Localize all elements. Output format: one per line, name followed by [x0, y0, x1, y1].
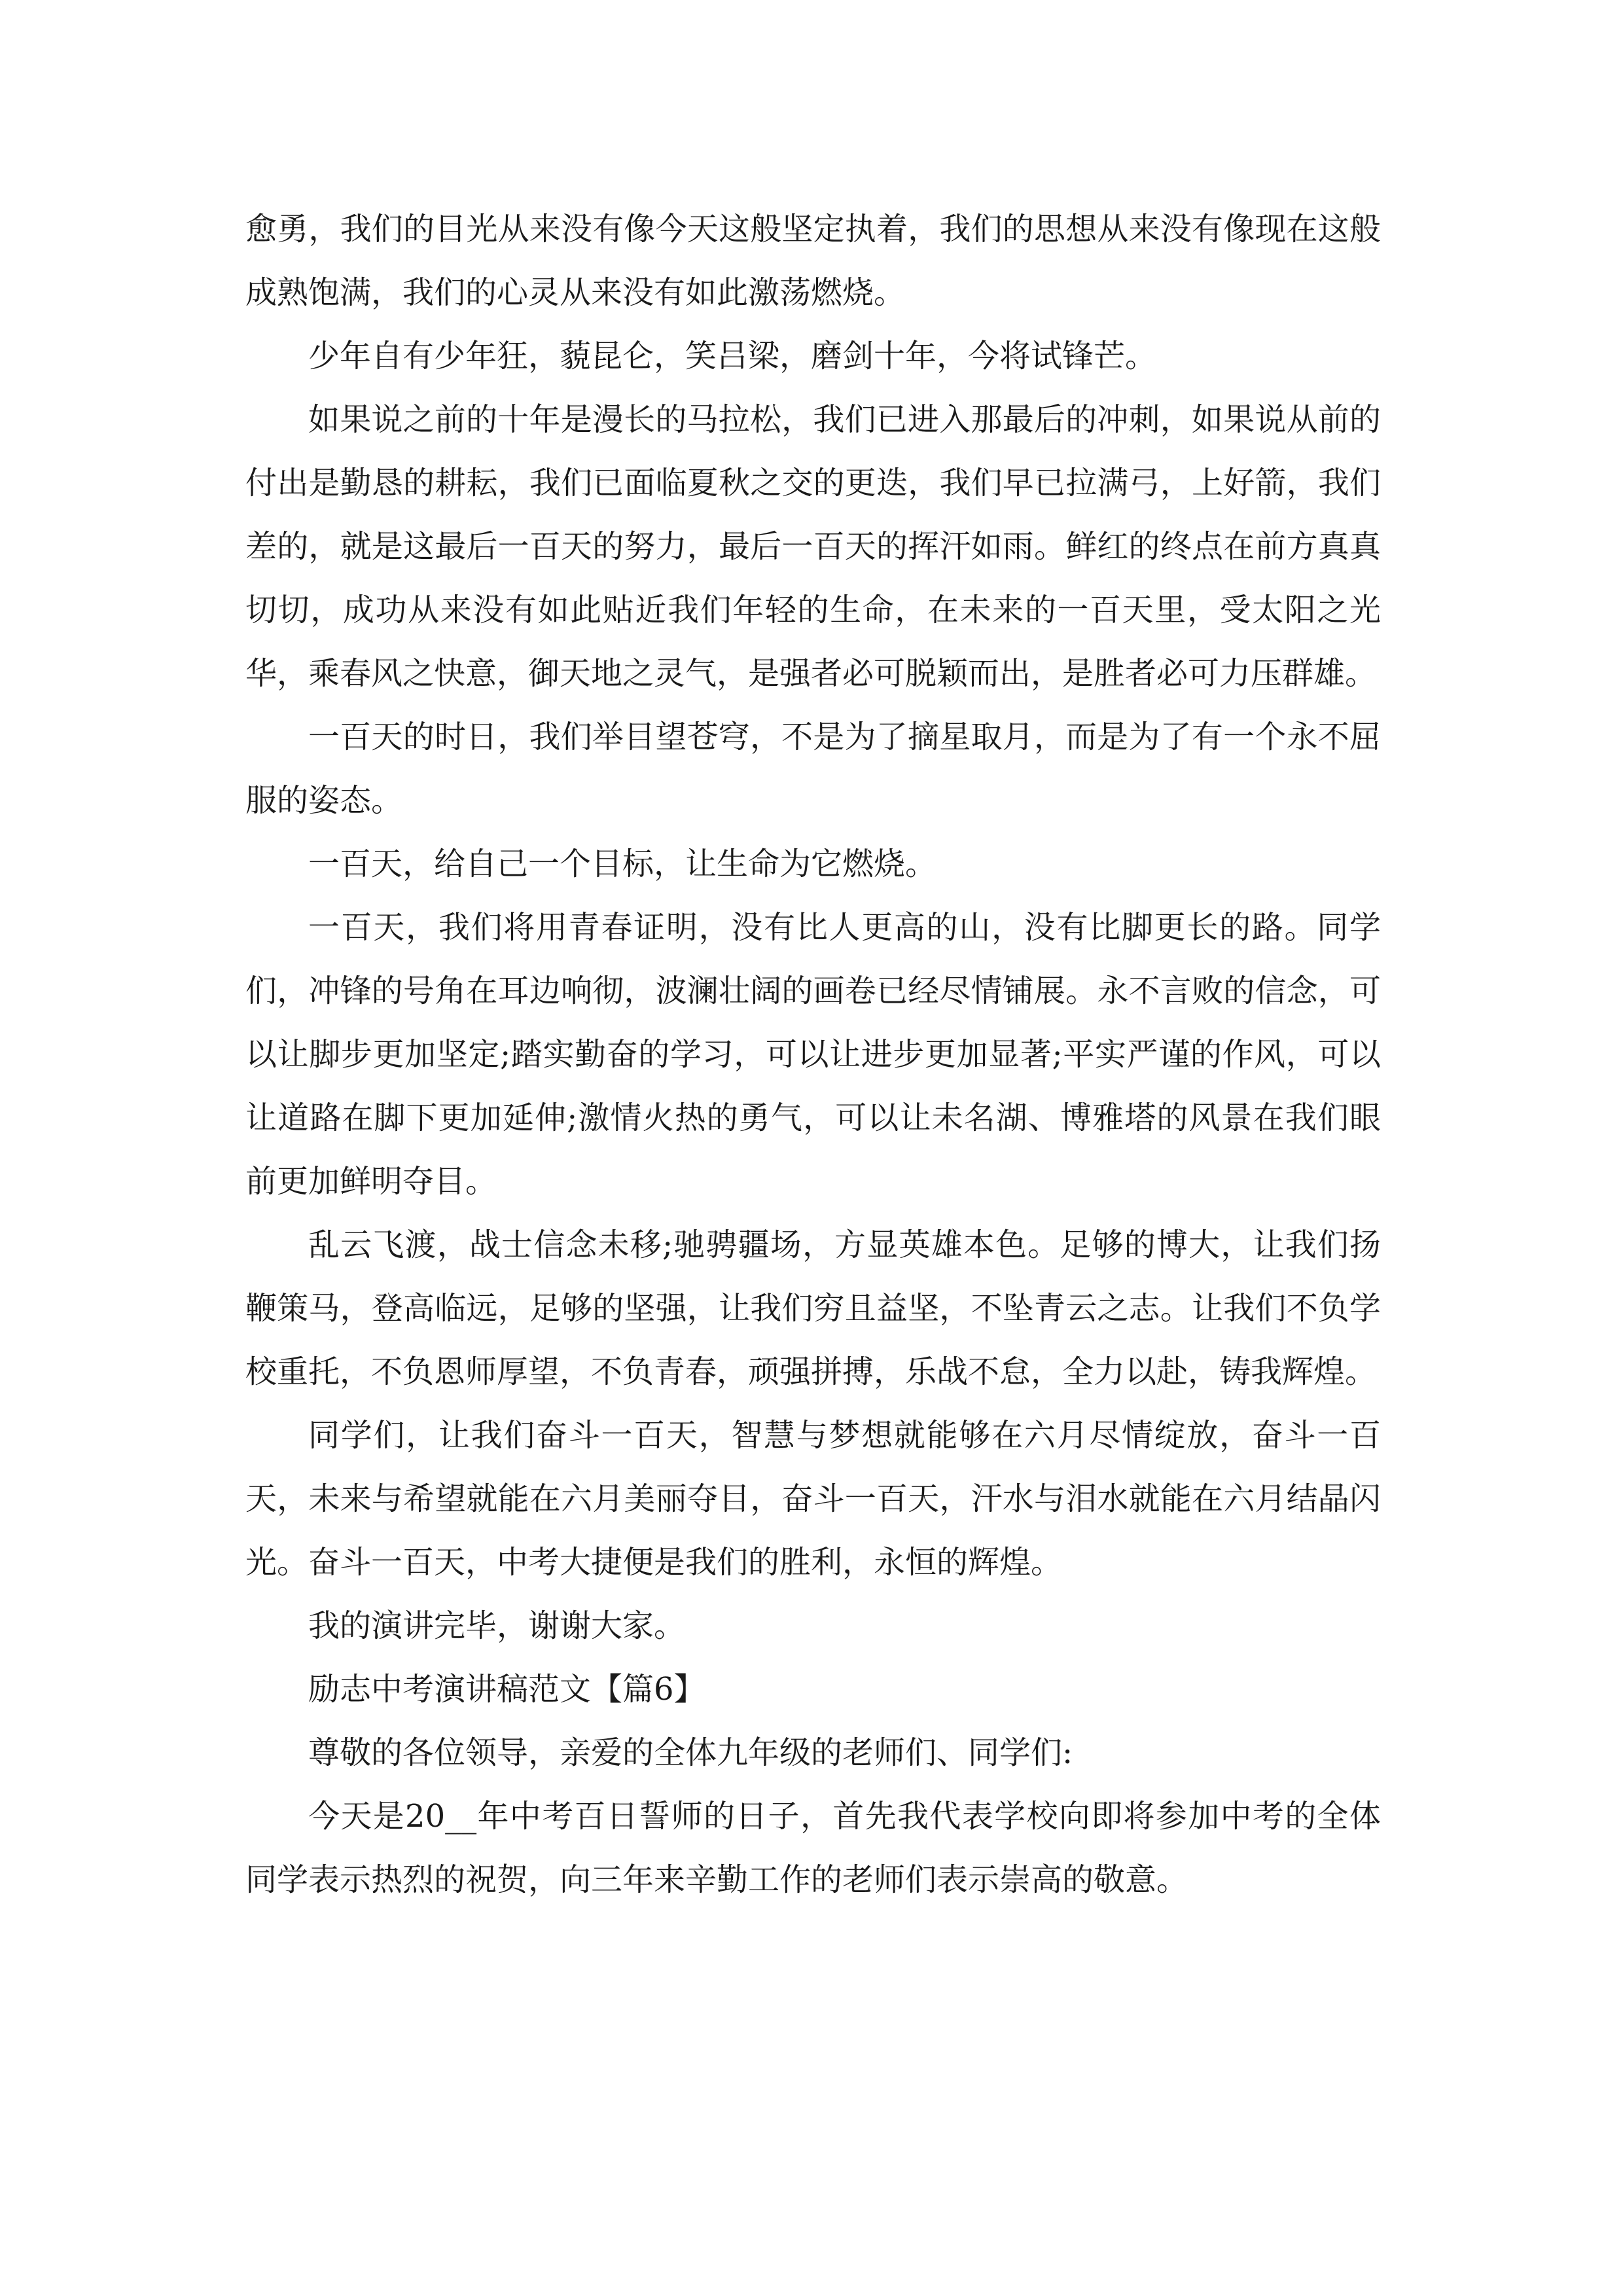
paragraph-3: 如果说之前的十年是漫长的马拉松，我们已进入那最后的冲刺，如果说从前的付出是勤恳的耕耘，我们已面临夏秋之交的更迭，我们早已拉满弓，上好箭，我们差的，就是这最后一百天的努力，最后一百天的挥汗如雨。鲜红的终点在前方真真切切，成功从来没有如此贴近我们年轻的生命，在未来的一百天里，受太阳之光华，乘春风之快意，御天地之灵气，是强者必可脱颖而出，是胜者必可力压群雄。: [245, 401, 1381, 692]
paragraph-2: 少年自有少年狂，藐昆仑，笑吕梁，磨剑十年，今将试锋芒。: [308, 338, 1157, 374]
paragraph-8: 同学们，让我们奋斗一百天，智慧与梦想就能够在六月尽情绽放，奋斗一百天，未来与希望就能在六月美丽夺目，奋斗一百天，汗水与泪水就能在六月结晶闪光。奋斗一百天，中考大捷便是我们的胜利，永恒的辉煌。: [245, 1417, 1381, 1581]
paragraph-4: 一百天的时日，我们举目望苍穹，不是为了摘星取月，而是为了有一个永不屈服的姿态。: [245, 719, 1381, 819]
document-body: [245, 198, 1381, 1912]
paragraph-1: 愈勇，我们的目光从来没有像今天这般坚定执着，我们的思想从来没有像现在这般成熟饱满，我们的心灵从来没有如此激荡燃烧。: [245, 211, 1381, 311]
paragraph-6: 一百天，我们将用青春证明，没有比人更高的山，没有比脚更长的路。同学们，冲锋的号角在耳边响彻，波澜壮阔的画卷已经尽情铺展。永不言败的信念，可以让脚步更加坚定;踏实勤奋的学习，可以让进步更加显著;平实严谨的作风，可以让道路在脚下更加延伸;激情火热的勇气，可以让未名湖、博雅塔的风景在我们眼前更加鲜明夺目。: [245, 909, 1381, 1200]
paragraph-7: 乱云飞渡，战士信念未移;驰骋疆场，方显英雄本色。足够的博大，让我们扬鞭策马，登高临远，足够的坚强，让我们穷且益坚，不坠青云之志。让我们不负学校重托，不负恩师厚望，不负青春，顽强拼搏，乐战不怠，全力以赴，铸我辉煌。: [245, 1227, 1381, 1390]
paragraph-12: 今天是20__年中考百日誓师的日子，首先我代表学校向即将参加中考的全体同学表示热烈的祝贺，向三年来辛勤工作的老师们表示崇高的敬意。: [245, 1798, 1381, 1898]
paragraph-5: 一百天，给自己一个目标，让生命为它燃烧。: [308, 846, 937, 882]
paragraph-9: 我的演讲完毕，谢谢大家。: [308, 1607, 686, 1644]
section-heading: 励志中考演讲稿范文【篇6】: [308, 1671, 705, 1708]
salutation: 尊敬的各位领导，亲爱的全体九年级的老师们、同学们:: [308, 1734, 1073, 1771]
